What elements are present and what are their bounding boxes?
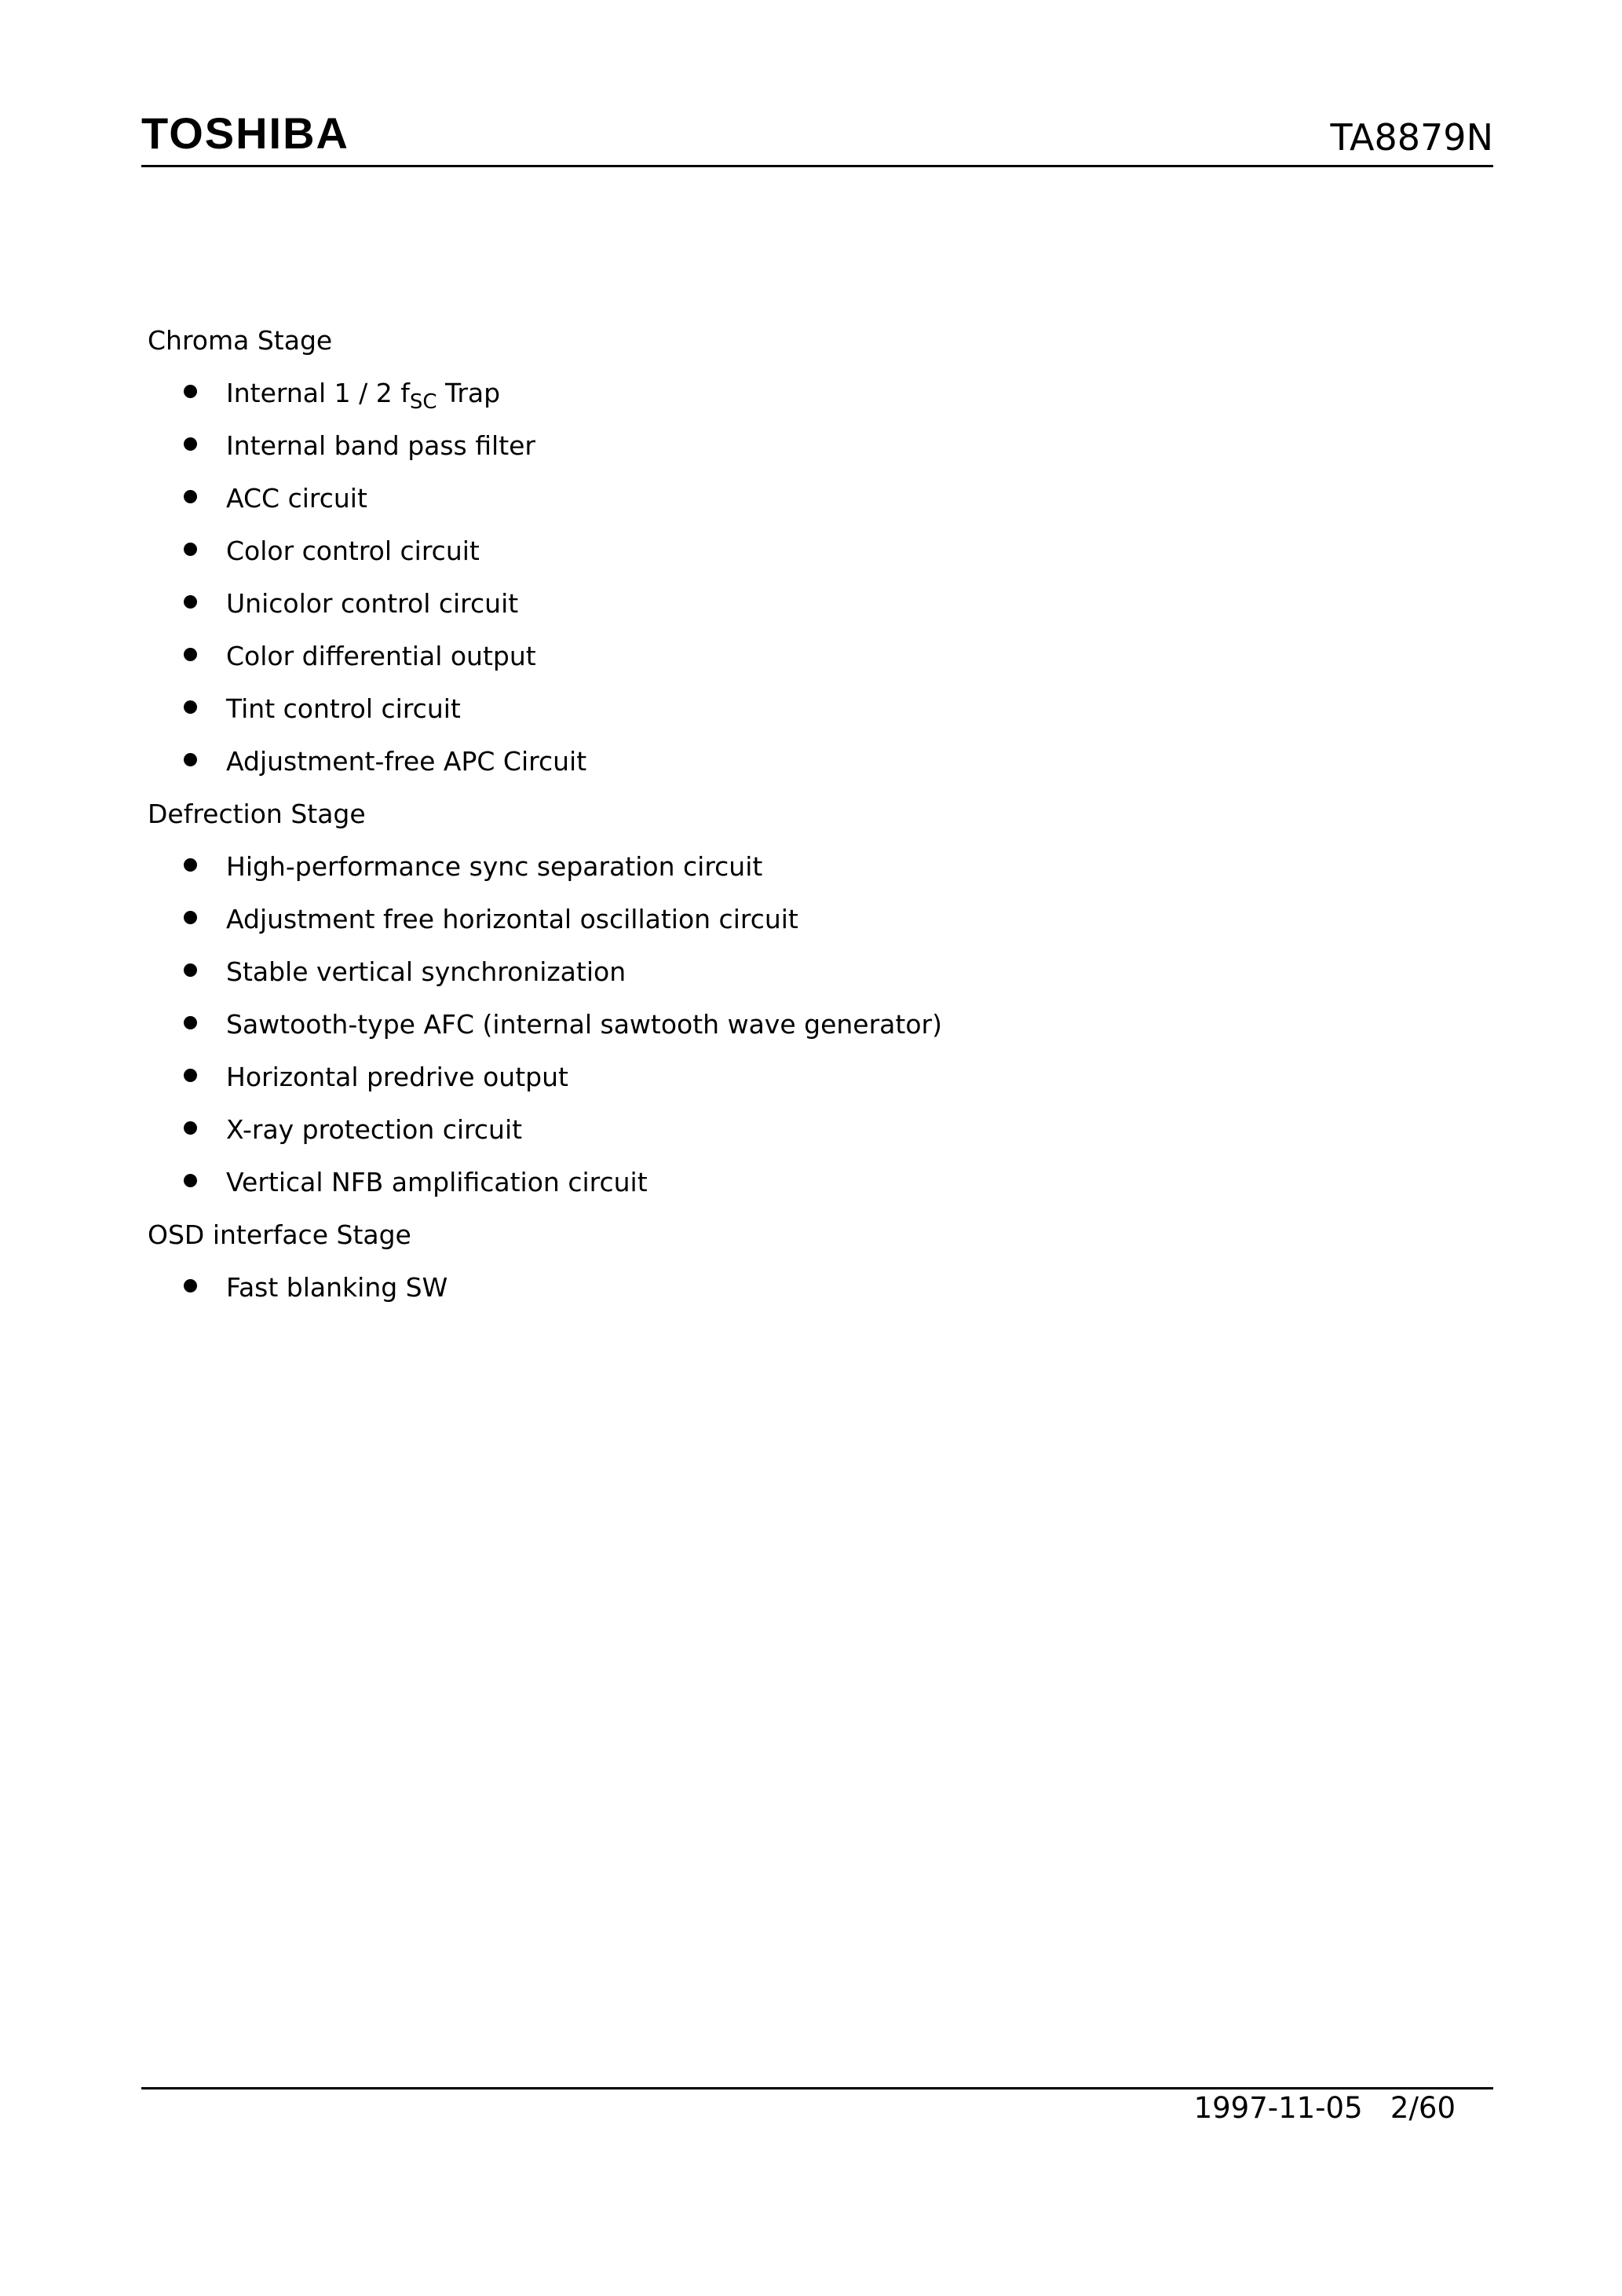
list-item xyxy=(148,1164,1482,1216)
header-rule xyxy=(141,165,1493,167)
list-item xyxy=(148,743,1482,795)
bullet-icon xyxy=(184,1279,197,1292)
item-text: Stable vertical synchronization xyxy=(226,956,627,987)
bullet-icon xyxy=(184,963,197,977)
part-number: TA8879N xyxy=(1330,116,1493,159)
bullet-icon xyxy=(184,437,197,451)
bullet-icon xyxy=(184,858,197,872)
item-text: Adjustment-free APC Circuit xyxy=(226,746,587,777)
bullet-icon xyxy=(184,1121,197,1135)
item-text: Color control circuit xyxy=(226,536,480,566)
item-text: Color differential output xyxy=(226,641,536,671)
item-text: Adjustment free horizontal oscillation circuit xyxy=(226,904,798,934)
item-text: Tint control circuit xyxy=(226,693,461,724)
footer-rule xyxy=(141,2087,1493,2089)
item-text: Horizontal predrive output xyxy=(226,1062,568,1092)
list-item xyxy=(148,585,1482,638)
feature-list xyxy=(148,322,1482,1322)
list-item xyxy=(148,427,1482,480)
list-item xyxy=(148,532,1482,585)
bullet-icon xyxy=(184,385,197,398)
bullet-icon xyxy=(184,753,197,766)
item-text-prefix: Internal 1 / 2 f xyxy=(226,378,410,408)
item-text: Internal band pass filter xyxy=(226,430,536,461)
bullet-icon xyxy=(184,1069,197,1082)
list-item xyxy=(148,1058,1482,1111)
page-number: 2/60 xyxy=(1390,2091,1456,2125)
bullet-icon xyxy=(184,1016,197,1029)
section-title-chroma: Chroma Stage xyxy=(148,325,333,356)
list-item xyxy=(148,638,1482,690)
list-item xyxy=(148,953,1482,1006)
list-item xyxy=(148,1111,1482,1164)
bullet-icon xyxy=(184,543,197,556)
bullet-icon xyxy=(184,1174,197,1187)
section-title-osd: OSD interface Stage xyxy=(148,1219,411,1250)
item-text: ACC circuit xyxy=(226,483,367,514)
item-text: Fast blanking SW xyxy=(226,1272,448,1303)
bullet-icon xyxy=(184,700,197,714)
list-item xyxy=(148,901,1482,953)
item-text-subscript: SC xyxy=(409,390,437,414)
list-item xyxy=(148,480,1482,532)
footer xyxy=(1193,2091,1456,2125)
bullet-icon xyxy=(184,911,197,924)
item-text: X-ray protection circuit xyxy=(226,1114,523,1145)
item-text: Sawtooth-type AFC (internal sawtooth wave generator) xyxy=(226,1009,942,1040)
item-text: Unicolor control circuit xyxy=(226,588,519,619)
list-item xyxy=(148,1006,1482,1058)
item-text: Vertical NFB amplification circuit xyxy=(226,1167,648,1197)
list-item xyxy=(148,690,1482,743)
bullet-icon xyxy=(184,490,197,503)
footer-date: 1997-11-05 xyxy=(1193,2091,1363,2125)
list-item xyxy=(148,1269,1482,1322)
list-item xyxy=(148,848,1482,901)
bullet-icon xyxy=(184,595,197,609)
item-text-suffix: Trap xyxy=(437,378,501,408)
item-text: High-performance sync separation circuit xyxy=(226,851,763,882)
toshiba-logo: TOSHIBA xyxy=(141,108,349,158)
list-item xyxy=(148,375,1482,427)
bullet-icon xyxy=(184,648,197,661)
section-title-deflection: Defrection Stage xyxy=(148,799,366,829)
